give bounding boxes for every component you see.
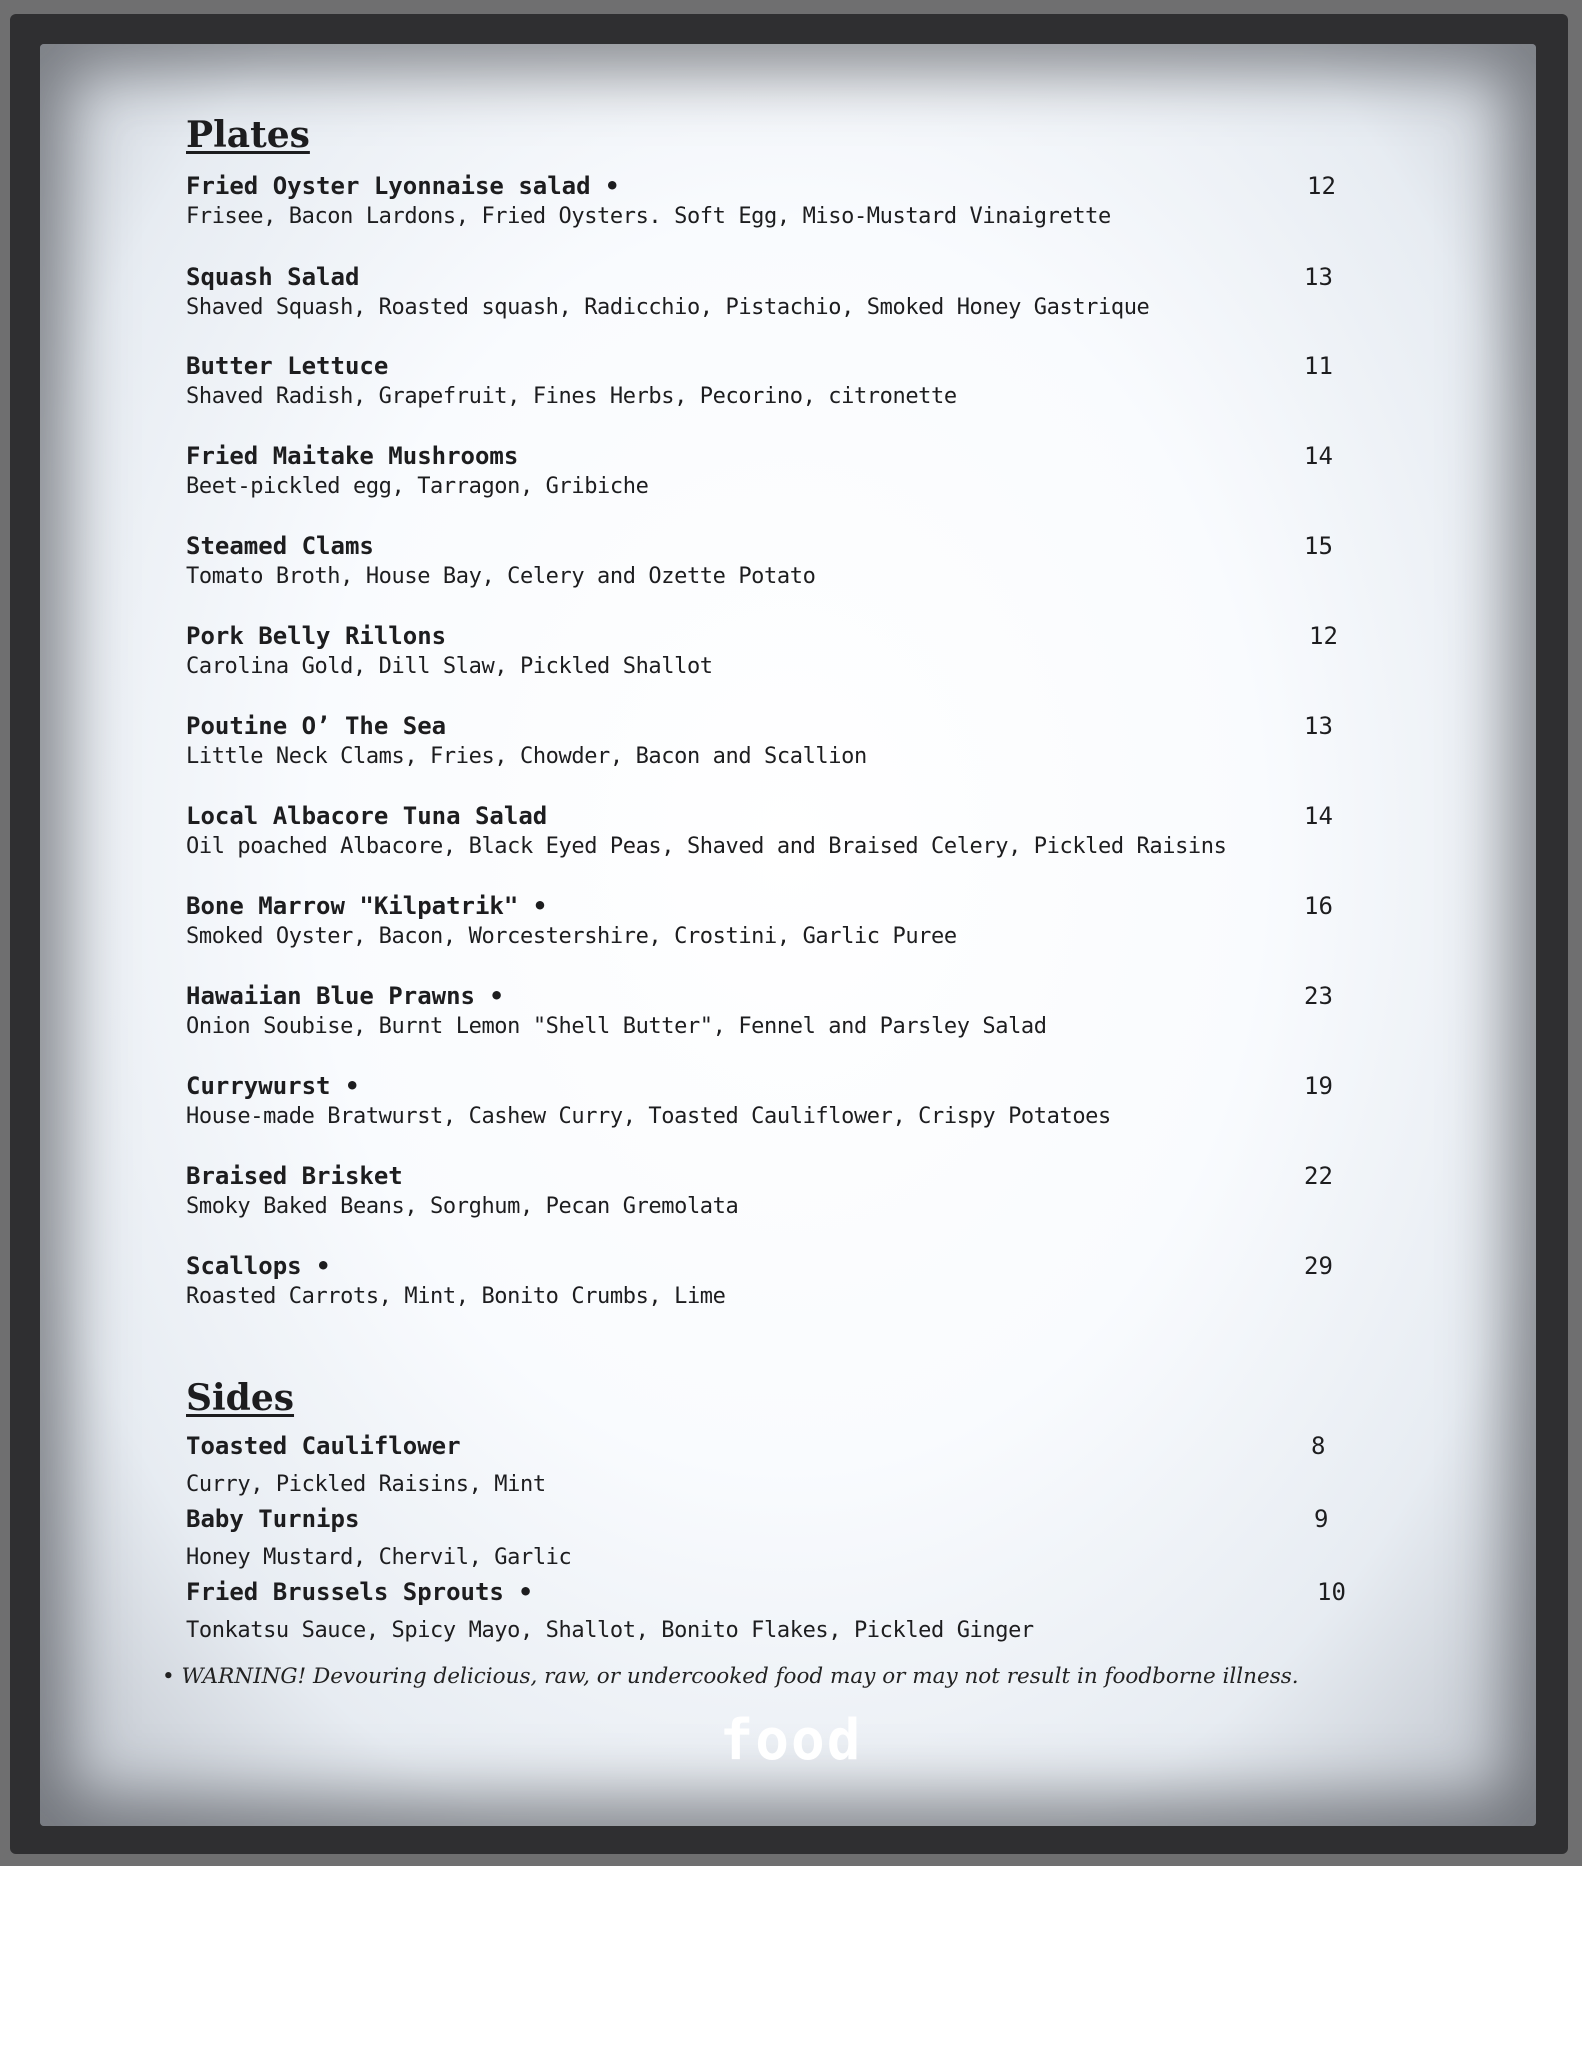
plate-item-description: Carolina Gold, Dill Slaw, Pickled Shallot bbox=[186, 654, 713, 679]
plate-item-price: 14 bbox=[1304, 802, 1333, 830]
plates-heading: Plates bbox=[186, 114, 310, 156]
plate-item-name: Fried Maitake Mushrooms bbox=[186, 442, 519, 470]
plate-item bbox=[186, 712, 1346, 769]
plate-item-description: Frisee, Bacon Lardons, Fried Oysters. Soft Egg, Miso-Mustard Vinaigrette bbox=[186, 204, 1111, 229]
plate-item-price: 14 bbox=[1304, 442, 1333, 470]
plate-item-name: Currywurst • bbox=[186, 1072, 360, 1100]
plate-item-price: 19 bbox=[1304, 1072, 1333, 1100]
plate-item-price: 23 bbox=[1304, 982, 1333, 1010]
side-item-price: 8 bbox=[1311, 1432, 1326, 1460]
plate-item bbox=[186, 622, 1346, 679]
plate-item-description: Onion Soubise, Burnt Lemon "Shell Butter", Fennel and Parsley Salad bbox=[186, 1014, 1047, 1039]
plate-item bbox=[186, 892, 1346, 949]
plate-item-price: 13 bbox=[1304, 712, 1333, 740]
plate-item-name: Scallops • bbox=[186, 1252, 331, 1280]
side-item-description: Curry, Pickled Raisins, Mint bbox=[186, 1472, 546, 1497]
plate-item-description: Little Neck Clams, Fries, Chowder, Bacon and Scallion bbox=[186, 744, 867, 769]
plate-item-name: Steamed Clams bbox=[186, 532, 374, 560]
side-item-description: Honey Mustard, Chervil, Garlic bbox=[186, 1545, 572, 1570]
plate-item-name: Fried Oyster Lyonnaise salad • bbox=[186, 172, 620, 200]
plate-item bbox=[186, 352, 1346, 409]
sides-heading: Sides bbox=[186, 1377, 295, 1419]
plate-item-name: Local Albacore Tuna Salad bbox=[186, 802, 548, 830]
plate-item-description: Shaved Radish, Grapefruit, Fines Herbs, Pecorino, citronette bbox=[186, 384, 957, 409]
plate-item-description: Roasted Carrots, Mint, Bonito Crumbs, Lime bbox=[186, 1284, 726, 1309]
plate-item-description: Smoked Oyster, Bacon, Worcestershire, Crostini, Garlic Puree bbox=[186, 924, 957, 949]
plate-item-description: Tomato Broth, House Bay, Celery and Ozette Potato bbox=[186, 564, 816, 589]
plate-item-name: Butter Lettuce bbox=[186, 352, 389, 380]
plate-item-price: 12 bbox=[1307, 172, 1336, 200]
plate-item bbox=[186, 982, 1346, 1039]
plate-item bbox=[186, 1252, 1346, 1309]
side-item-name: Toasted Cauliflower bbox=[186, 1432, 461, 1460]
plate-item bbox=[186, 263, 1346, 320]
plate-item-price: 22 bbox=[1304, 1162, 1333, 1190]
side-item-description: Tonkatsu Sauce, Spicy Mayo, Shallot, Bonito Flakes, Pickled Ginger bbox=[186, 1618, 1034, 1643]
side-item bbox=[186, 1432, 1346, 1497]
plate-item-name: Poutine O’ The Sea bbox=[186, 712, 447, 740]
plate-item-description: Shaved Squash, Roasted squash, Radicchio, Pistachio, Smoked Honey Gastrique bbox=[186, 295, 1150, 320]
plate-item-description: Beet-pickled egg, Tarragon, Gribiche bbox=[186, 474, 649, 499]
side-item-price: 10 bbox=[1317, 1578, 1346, 1606]
plate-item bbox=[186, 802, 1346, 859]
side-item-price: 9 bbox=[1314, 1505, 1329, 1533]
plate-item bbox=[186, 532, 1346, 589]
plate-item-price: 16 bbox=[1304, 892, 1333, 920]
side-item bbox=[186, 1578, 1346, 1643]
plate-item-description: House-made Bratwurst, Cashew Curry, Toasted Cauliflower, Crispy Potatoes bbox=[186, 1104, 1111, 1129]
page-footer-label: food bbox=[719, 1708, 863, 1773]
plate-item-price: 15 bbox=[1304, 532, 1333, 560]
plate-item bbox=[186, 1072, 1346, 1129]
plate-item-price: 12 bbox=[1309, 622, 1338, 650]
plate-item-name: Braised Brisket bbox=[186, 1162, 403, 1190]
plate-item-price: 11 bbox=[1304, 352, 1333, 380]
plate-item-price: 29 bbox=[1304, 1252, 1333, 1280]
plate-item-name: Hawaiian Blue Prawns • bbox=[186, 982, 504, 1010]
plate-item-name: Squash Salad bbox=[186, 263, 360, 291]
plate-item bbox=[186, 1162, 1346, 1219]
plate-item-price: 13 bbox=[1304, 263, 1333, 291]
plate-item bbox=[186, 172, 1346, 229]
plate-item-name: Bone Marrow "Kilpatrik" • bbox=[186, 892, 548, 920]
plate-item-description: Oil poached Albacore, Black Eyed Peas, Shaved and Braised Celery, Pickled Raisins bbox=[186, 834, 1227, 859]
plate-item bbox=[186, 442, 1346, 499]
side-item-name: Fried Brussels Sprouts • bbox=[186, 1578, 533, 1606]
side-item-name: Baby Turnips bbox=[186, 1505, 360, 1533]
plate-item-name: Pork Belly Rillons bbox=[186, 622, 447, 650]
plate-item-description: Smoky Baked Beans, Sorghum, Pecan Gremolata bbox=[186, 1194, 739, 1219]
raw-food-warning: • WARNING! Devouring delicious, raw, or undercooked food may or may not result in foodborne illness. bbox=[162, 1664, 1299, 1689]
side-item bbox=[186, 1505, 1346, 1570]
